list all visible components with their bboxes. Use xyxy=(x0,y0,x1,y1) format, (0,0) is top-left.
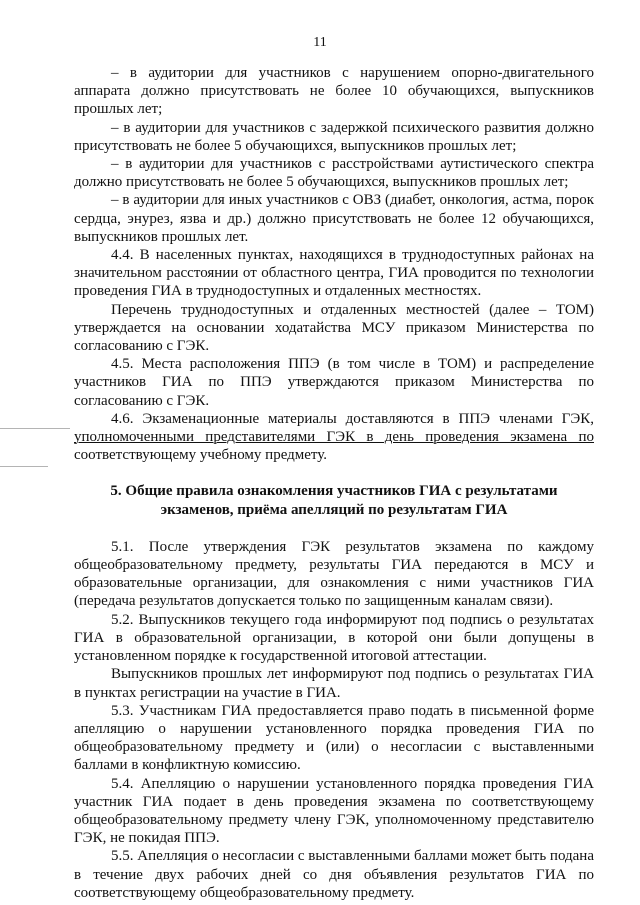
paragraph-4-4: 4.4. В населенных пунктах, находящихся в труднодоступных районах на значительном расстоянии от областного центра, ГИА проводится по технологии проведения ГИА в труднодоступных и отдаленных местностях. xyxy=(74,247,594,300)
paragraph-zpr: – в аудитории для участников с задержкой психического развития должно присутствовать не более 5 обучающихся, выпускников прошлых лет; xyxy=(74,119,594,154)
paragraph-odvig: – в аудитории для участников с нарушением опорно-двигательного аппарата должно присутствовать не более 10 обучающихся, выпускников прошлых лет; xyxy=(74,65,594,118)
paragraph-4-5: 4.5. Места расположения ППЭ (в том числе в ТОМ) и распределение участников ГИА по ППЭ утверждаются приказом Министерства по согласованию с ГЭК. xyxy=(74,356,594,409)
scan-artifact xyxy=(0,428,70,429)
paragraph-5-3: 5.3. Участникам ГИА предоставляется право подать в письменной форме апелляцию о нарушении установленного порядка проведения ГИА по общеобразовательному предмету и (или) о несогласии с выставленными баллами в конфликтную комиссию. xyxy=(74,702,594,774)
paragraph-tom: Перечень труднодоступных и отдаленных местностей (далее – ТОМ) утверждается на основании ходатайства МСУ приказом Министерства по согласованию с ГЭК. xyxy=(74,301,594,355)
spacer xyxy=(74,519,594,538)
paragraph-4-6-line3: соответствующему учебному предмету. xyxy=(74,447,328,464)
paragraph-4-6 xyxy=(74,410,594,465)
paragraph-5-1: 5.1. После утверждения ГЭК результатов экзамена по каждому общеобразовательному предмету, результаты ГИА передаются в МСУ и образовательные организации, для ознакомления с ними участников ГИА (передача результатов допускается только по защищенным каналам связи). xyxy=(74,538,594,610)
scan-artifact xyxy=(0,466,48,467)
paragraph-4-6-line1: 4.6. Экзаменационные материалы доставляются в ППЭ членами ГЭК, xyxy=(111,410,594,427)
paragraph-ras: – в аудитории для участников с расстройствами аутистического спектра должно присутствовать не более 5 обучающихся, выпускников прошлых лет; xyxy=(74,156,594,191)
spacer xyxy=(74,464,594,482)
page-number: 11 xyxy=(313,35,327,50)
paragraph-ovz: – в аудитории для иных участников с ОВЗ (диабет, онкология, астма, порок сердца, энурез, язва и др.) должно присутствовать не более 12 обучающихся, выпускников прошлых лет. xyxy=(74,192,594,245)
document-body xyxy=(74,64,594,902)
paragraph-5-2-graduates: Выпускников прошлых лет информируют под подпись о результатах ГИА в пунктах регистрации на участие в ГИА. xyxy=(74,666,594,701)
paragraph-5-5: 5.5. Апелляция о несогласии с выставленными баллами может быть подана в течение двух рабочих дней со дня объявления результатов ГИА по соответствующему общеобразовательному предмету. xyxy=(74,848,594,901)
paragraph-5-2: 5.2. Выпускников текущего года информируют под подпись о результатах ГИА в образовательной организации, в которой они были допущены в установленном порядке к государственной итоговой аттестации. xyxy=(74,611,594,665)
paragraph-5-4: 5.4. Апелляцию о нарушении установленного порядка проведения ГИА участник ГИА подает в день проведения экзамена по соответствующему общеобразовательному предмету члену ГЭК, уполномоченному представителю ГЭК, не покидая ППЭ. xyxy=(74,775,594,847)
section-heading: 5. Общие правила ознакомления участников ГИА с результатами экзаменов, приёма апелляций по результатам ГИА xyxy=(110,483,558,518)
paragraph-4-6-line2: уполномоченными представителями ГЭК в день проведения экзамена по xyxy=(74,429,594,446)
